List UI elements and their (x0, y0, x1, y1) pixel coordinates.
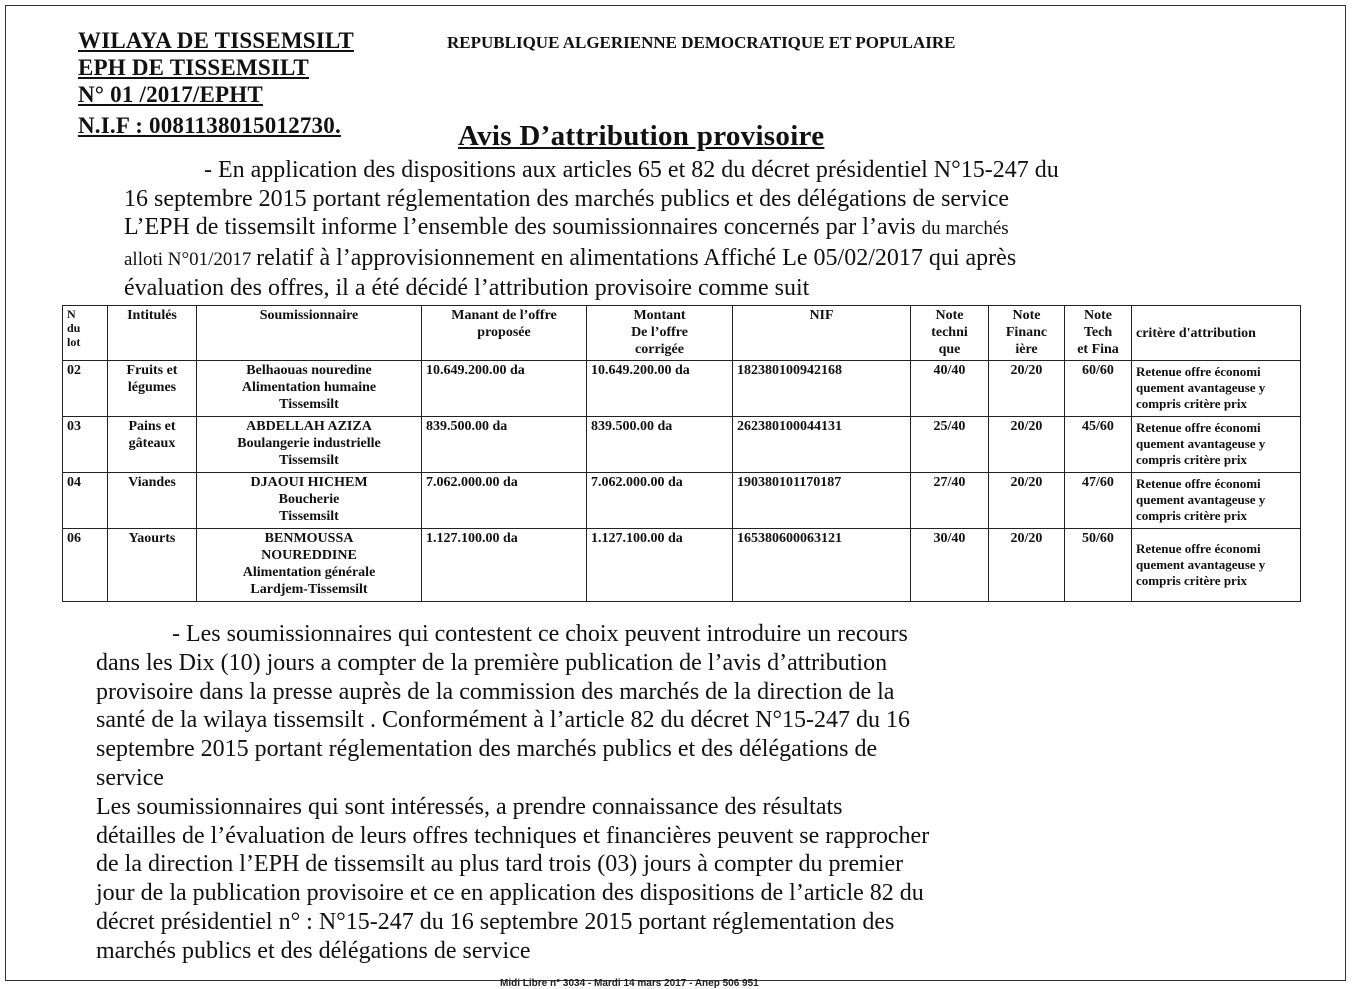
issuer-block (78, 27, 354, 139)
cell-nif: 182380100942168 (733, 361, 911, 417)
recours-paragraph (96, 620, 1316, 966)
intro-text: L’EPH de tissemsilt informe l’ensemble des soumissionnaires concernés par l’avis (124, 214, 922, 240)
table-row (63, 528, 1301, 601)
cell-note-technique: 40/40 (911, 361, 989, 417)
header-nif: NIF (733, 306, 911, 361)
cell-note-technique: 27/40 (911, 472, 989, 528)
republique-heading: REPUBLIQUE ALGERIENNE DEMOCRATIQUE ET POPULAIRE (447, 33, 956, 52)
cell-nif: 190380101170187 (733, 472, 911, 528)
cell-montant-corrige: 7.062.000.00 da (587, 472, 733, 528)
header-montant-propose: Manant de l’offre proposée (422, 306, 587, 361)
reference-number: N° 01 /2017/EPHT (78, 82, 263, 107)
cell-montant-corrige: 839.500.00 da (587, 416, 733, 472)
cell-critere: Retenue offre économi quement avantageuse y compris critère prix (1132, 416, 1301, 472)
cell-soumissionnaire: DJAOUI HICHEM Boucherie Tissemsilt (197, 472, 422, 528)
table-row (63, 361, 1301, 417)
cell-lot: 04 (63, 472, 108, 528)
body-line: marchés publics et des délégations de service (96, 937, 531, 964)
intro-line: évaluation des offres, il a été décidé l’attribution provisoire comme suit (124, 275, 810, 301)
cell-montant-corrige: 1.127.100.00 da (587, 528, 733, 601)
cell-critere: Retenue offre économi quement avantageuse y compris critère prix (1132, 361, 1301, 417)
publication-footer: Midi Libre n° 3034 - Mardi 14 mars 2017 - Anep 506 951 (500, 978, 759, 989)
cell-critere: Retenue offre économi quement avantageuse y compris critère prix (1132, 528, 1301, 601)
body-line: service (96, 764, 164, 791)
body-line: septembre 2015 portant réglementation des marchés publics et des délégations de (96, 736, 878, 763)
body-line: décret présidentiel n° : N°15-247 du 16 septembre 2015 portant réglementation des (96, 908, 895, 935)
nif-number: N.I.F : 0081138015012730. (78, 113, 341, 138)
cell-critere: Retenue offre économi quement avantageuse y compris critère prix (1132, 472, 1301, 528)
header-note-technique: Note techni que (911, 306, 989, 361)
header-note-financiere: Note Financ ière (989, 306, 1065, 361)
cell-montant-propose: 1.127.100.00 da (422, 528, 587, 601)
cell-montant-propose: 7.062.000.00 da (422, 472, 587, 528)
cell-lot: 03 (63, 416, 108, 472)
header-soumissionnaire: Soumissionnaire (197, 306, 422, 361)
cell-montant-corrige: 10.649.200.00 da (587, 361, 733, 417)
cell-note-totale: 47/60 (1065, 472, 1132, 528)
cell-nif: 262380100044131 (733, 416, 911, 472)
table-row (63, 472, 1301, 528)
intro-text: relatif à l’approvisionnement en alimentations Affiché Le 05/02/2017 qui après (256, 244, 1017, 271)
intro-line (124, 213, 1304, 244)
header-critere: critère d'attribution (1132, 306, 1301, 361)
intro-line (124, 244, 1304, 275)
body-line: détailles de l’évaluation de leurs offres techniques et financières peuvent se rapprocher (96, 822, 930, 849)
body-line: Les soumissionnaires qui sont intéressés, a prendre connaissance des résultats (96, 793, 843, 820)
cell-intitule: Yaourts (108, 528, 197, 601)
intro-line: 16 septembre 2015 portant réglementation des marchés publics et des délégations de service (124, 185, 1010, 212)
table-header-row (63, 306, 1301, 361)
cell-intitule: Viandes (108, 472, 197, 528)
cell-montant-propose: 839.500.00 da (422, 416, 587, 472)
cell-note-financiere: 20/20 (989, 416, 1065, 472)
body-line: jour de la publication provisoire et ce en application des dispositions de l’article 82 du (96, 880, 924, 907)
wilaya-name: WILAYA DE TISSEMSILT (78, 28, 354, 53)
cell-note-technique: 30/40 (911, 528, 989, 601)
body-line: de la direction l’EPH de tissemsilt au plus tard trois (03) jours à compter du premier (96, 851, 904, 878)
cell-note-financiere: 20/20 (989, 472, 1065, 528)
intro-text-small: du marchés (921, 218, 1009, 239)
eph-name: EPH DE TISSEMSILT (78, 55, 309, 80)
header-montant-corrige: Montant De l’offre corrigée (587, 306, 733, 361)
table-row (63, 416, 1301, 472)
intro-text-small: alloti N°01/2017 (124, 248, 257, 270)
cell-soumissionnaire: Belhaouas nouredine Alimentation humaine Tissemsilt (197, 361, 422, 417)
header-intitules: Intitulés (108, 306, 197, 361)
cell-montant-propose: 10.649.200.00 da (422, 361, 587, 417)
cell-intitule: Pains et gâteaux (108, 416, 197, 472)
cell-lot: 02 (63, 361, 108, 417)
body-line: provisoire dans la presse auprès de la commission des marchés de la direction de la (96, 678, 895, 705)
cell-note-financiere: 20/20 (989, 361, 1065, 417)
cell-note-totale: 45/60 (1065, 416, 1132, 472)
intro-line: - En application des dispositions aux articles 65 et 82 du décret présidentiel N°15-247 du (204, 157, 1059, 183)
cell-soumissionnaire: BENMOUSSA NOUREDDINE Alimentation générale Lardjem-Tissemsilt (197, 528, 422, 601)
cell-lot: 06 (63, 528, 108, 601)
cell-intitule: Fruits et légumes (108, 361, 197, 417)
page-title: Avis D’attribution provisoire (458, 120, 825, 152)
cell-note-technique: 25/40 (911, 416, 989, 472)
attribution-table (62, 305, 1301, 602)
cell-nif: 165380600063121 (733, 528, 911, 601)
cell-soumissionnaire: ABDELLAH AZIZA Boulangerie industrielle Tissemsilt (197, 416, 422, 472)
cell-note-totale: 50/60 (1065, 528, 1132, 601)
cell-note-financiere: 20/20 (989, 528, 1065, 601)
body-line: - Les soumissionnaires qui contestent ce choix peuvent introduire un recours (172, 621, 908, 647)
body-line: dans les Dix (10) jours a compter de la première publication de l’avis d’attribution (96, 649, 888, 676)
header-note-totale: Note Tech et Fina (1065, 306, 1132, 361)
intro-paragraph (124, 156, 1304, 303)
body-line: santé de la wilaya tissemsilt . Conformément à l’article 82 du décret N°15-247 du 16 (96, 707, 911, 734)
header-lot: N du lot (63, 306, 108, 361)
cell-note-totale: 60/60 (1065, 361, 1132, 417)
